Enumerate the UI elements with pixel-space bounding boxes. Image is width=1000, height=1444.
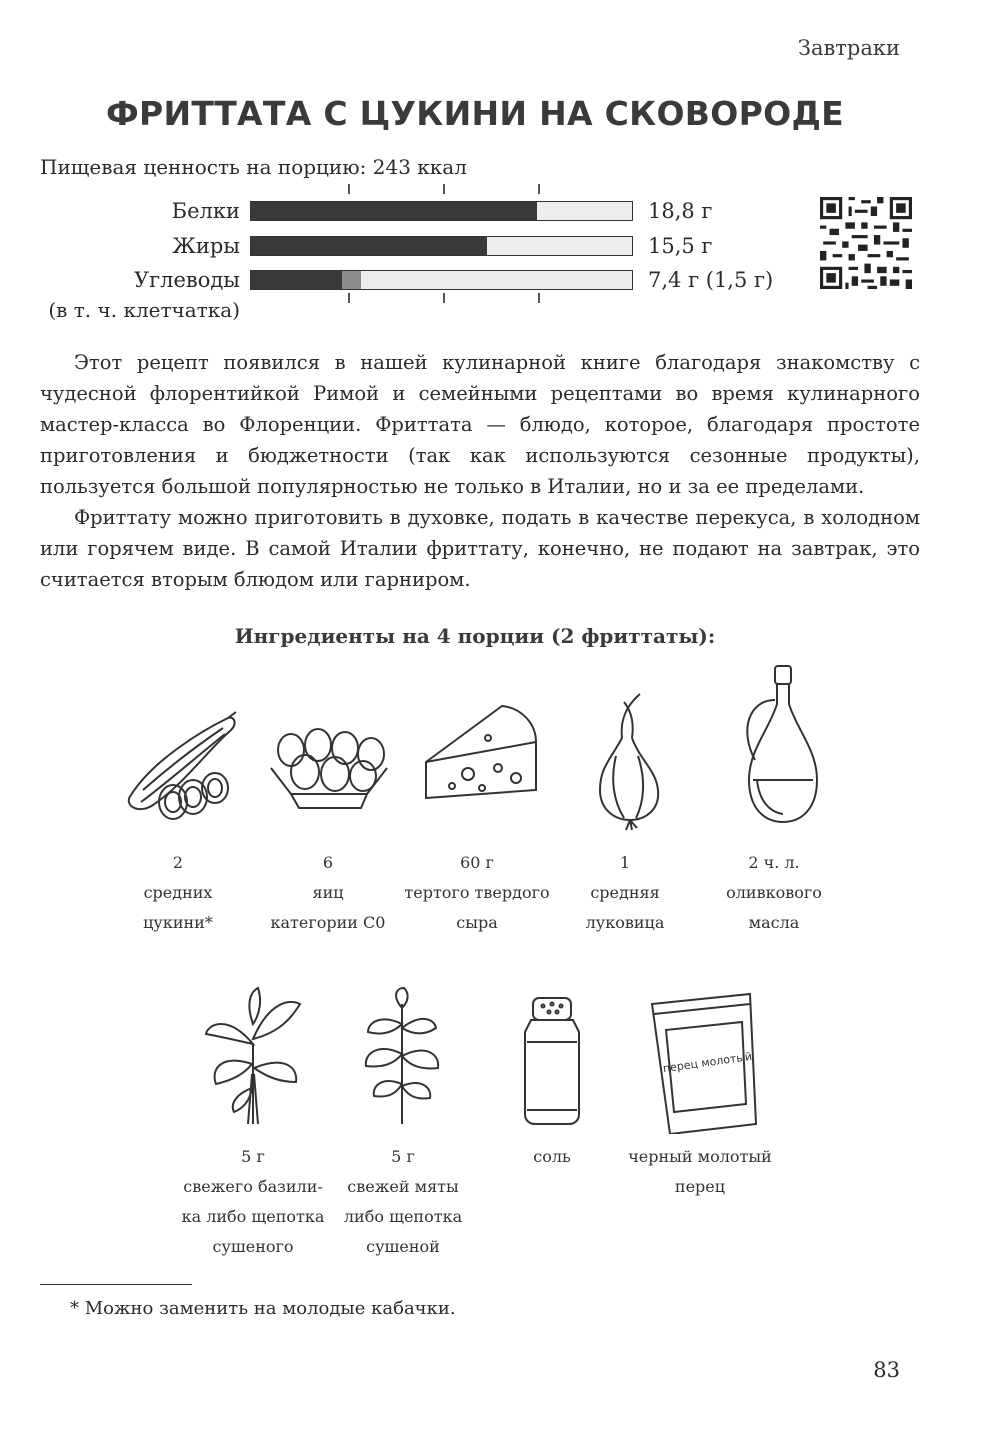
ingredient-qty: 2 ч. л. [748,853,800,872]
ingredient-desc: перец [674,1177,726,1196]
ingredients-heading: Ингредиенты на 4 порции (2 фриттаты): [234,624,716,648]
ingredient-desc: яиц [312,883,344,902]
qr-code[interactable] [820,197,912,289]
scale-tick [348,184,350,194]
ingredient-qty: 5 г [241,1147,265,1166]
ingredient-cheese [402,690,552,938]
ingredient-desc: оливкового [726,883,822,902]
ingredient-qty: 6 [322,853,334,872]
pepper-pack-icon [630,984,770,1134]
salt-icon [487,984,617,1134]
ingredient-desc: масла [748,913,800,932]
basil-icon [188,984,318,1134]
ingredient-qty: 5 г [391,1147,415,1166]
onion-icon [560,690,690,840]
ingredient-desc: свежего базили- [183,1177,323,1196]
ingredient-desc: либо щепотка [343,1207,463,1226]
intro-paragraph: Этот рецепт появился в нашей кулинарной книге благодаря знакомству с чудесной флорентийкой Римой и семейными рецептами во время кулинарного мастер-класса во Флоренции. Фриттата — блюдо, которое, благодаря простоте приготовления и бюджетности (так как используются сезонные продукты), пользуется большой популярностью не только в Италии, но и за ее пределами. [40,351,920,498]
serving-paragraph: Фриттату можно приготовить в духовке, подать в качестве перекуса, в холодном или горячем виде. В самой Италии фриттату, конечно, не подают на завтрак, это считается вторым блюдом или гарниром. [40,506,920,591]
ingredient-pepper [625,984,775,1202]
ingredient-desc: свежей мяты [347,1177,459,1196]
nutrient-label-fat: Жиры [172,234,240,258]
ingredient-qty: 60 г [460,853,494,872]
ingredient-desc: категории С0 [270,913,386,932]
pack-label: перец молотый [662,1049,753,1076]
fiber-bar-fill [342,271,361,289]
fat-bar [250,236,633,256]
protein-bar [250,201,633,221]
ingredient-qty: 2 [172,853,184,872]
page-number: 83 [873,1358,900,1382]
ingredient-qty: соль [533,1147,571,1166]
ingredient-desc: сушеной [366,1237,440,1256]
eggs-icon [263,690,393,840]
scale-tick [348,293,350,303]
fat-bar-fill [251,237,487,255]
ingredient-desc: цукини* [143,913,213,932]
ingredient-desc: тертого твердого [404,883,550,902]
nutrient-label-carbs: Углеводы [133,268,240,292]
mint-icon [338,984,468,1134]
fiber-note: (в т. ч. клетчатка) [48,298,240,322]
ingredient-olive-oil [699,660,849,938]
scale-tick [538,184,540,194]
scale-tick [443,184,445,194]
protein-bar-fill [251,202,537,220]
ingredient-desc: сушеного [212,1237,294,1256]
carbs-bar-fill [251,271,342,289]
ingredient-desc: средних [143,883,213,902]
ingredient-mint [328,984,478,1262]
ingredient-salt [477,984,627,1172]
nutrient-label-protein: Белки [171,199,240,223]
ingredient-desc: сыра [456,913,498,932]
footnote: * Можно заменить на молодые кабачки. [70,1298,456,1319]
ingredient-eggs [253,690,403,938]
scale-tick [443,293,445,303]
carbs-value: 7,4 г (1,5 г) [648,268,774,292]
ingredient-basil [178,984,328,1262]
fat-value: 15,5 г [648,234,713,258]
section-title: Завтраки [797,36,900,60]
ingredient-desc: средняя [590,883,660,902]
recipe-title: ФРИТТАТА С ЦУКИНИ НА СКОВОРОДЕ [106,94,844,133]
ingredient-onion [550,690,700,938]
ingredient-desc: луковица [585,913,665,932]
footnote-divider [40,1284,192,1285]
ingredient-zucchini [103,690,253,938]
carbs-bar [250,270,633,290]
zucchini-icon [113,690,243,840]
nutrition-heading: Пищевая ценность на порцию: 243 ккал [40,155,467,179]
cheese-icon [412,690,542,840]
scale-tick [538,293,540,303]
olive-oil-icon [709,660,839,840]
ingredient-desc: ка либо щепотка [181,1207,325,1226]
ingredient-qty: 1 [619,853,631,872]
ingredient-qty: черный молотый [628,1147,772,1166]
protein-value: 18,8 г [648,199,713,223]
